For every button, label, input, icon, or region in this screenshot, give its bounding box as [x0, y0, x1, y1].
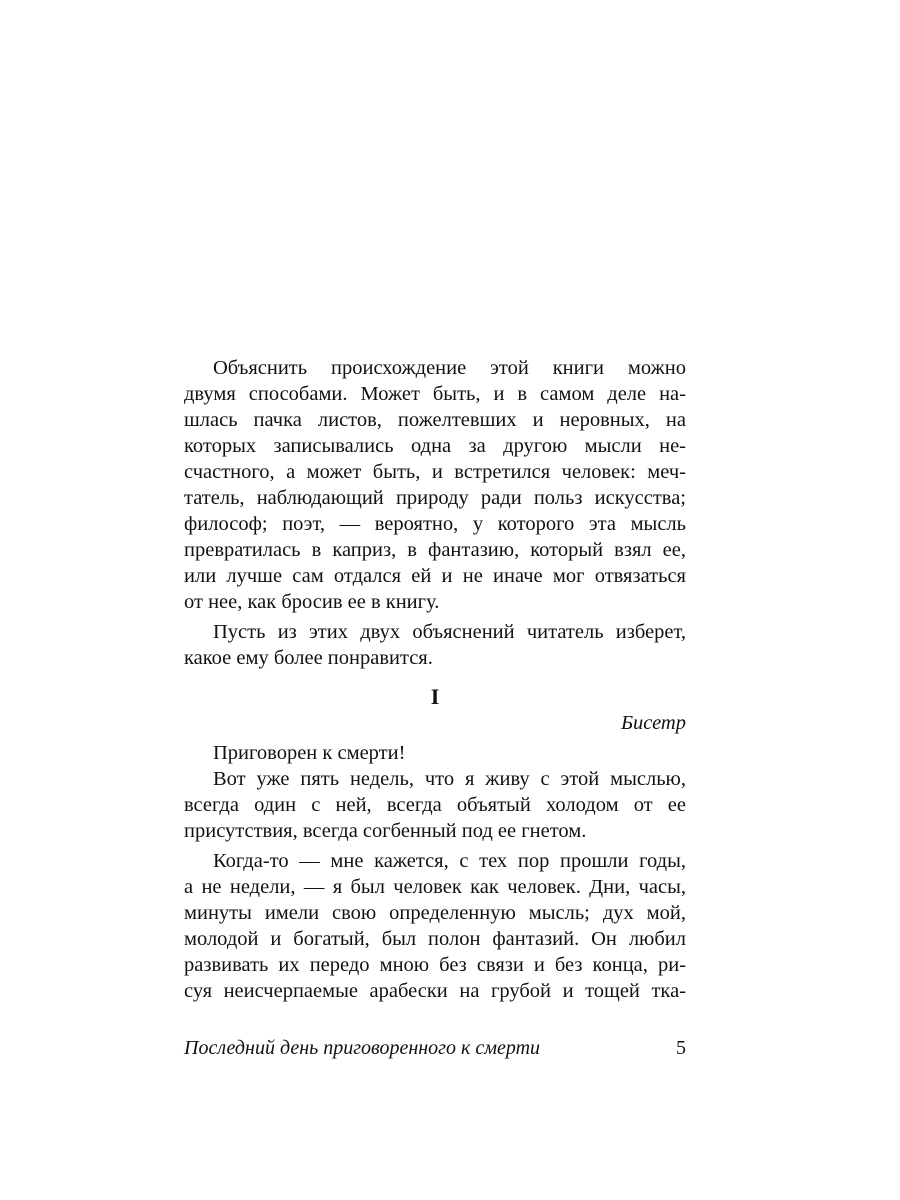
preface-paragraph-1 — [184, 355, 686, 615]
text-line: двумя способами. Может быть, и в самом деле на- — [184, 383, 686, 405]
text-line: Вот уже пять недель, что я живу с этой мыслью, — [213, 768, 686, 790]
preface-text — [184, 355, 686, 671]
text-line: а не недели, — я был человек как человек. Дни, часы, — [184, 876, 686, 898]
text-line: развивать их передо мною без связи и без конца, ри- — [184, 954, 686, 976]
text-line: Пусть из этих двух объяснений читатель изберет, — [213, 621, 686, 643]
text-line: Приговорен к смерти! — [213, 742, 406, 764]
preface-paragraph-2 — [184, 619, 686, 671]
running-title: Последний день приговоренного к смерти — [184, 1037, 541, 1059]
chapter-text — [184, 740, 686, 1004]
text-line: молодой и богатый, был полон фантазий. Он любил — [184, 928, 686, 950]
text-line: Объяснить происхождение этой книги можно — [213, 357, 686, 379]
text-line: всегда один с ней, всегда объятый холодом от ее — [184, 794, 686, 816]
text-line: шлась пачка листов, пожелтевших и неровных, на — [184, 409, 686, 431]
text-line: Когда-то — мне кажется, с тех пор прошли годы, — [213, 850, 686, 872]
text-line: от нее, как бросив ее в книгу. — [184, 591, 440, 613]
chapter-paragraph-2 — [184, 766, 686, 844]
chapter-paragraph-1 — [184, 740, 686, 766]
chapter-number: I — [430, 684, 440, 709]
text-line: философ; поэт, — вероятно, у которого эта мысль — [184, 513, 686, 535]
text-line: суя неисчерпаемые арабески на грубой и тощей тка- — [184, 980, 686, 1002]
text-line: присутствия, всегда согбенный под ее гнетом. — [184, 820, 587, 842]
text-line: какое ему более понравится. — [184, 647, 433, 669]
text-line: счастного, а может быть, и встретился человек: меч- — [184, 461, 686, 483]
text-line: превратилась в каприз, в фантазию, который взял ее, — [184, 539, 686, 561]
text-line: или лучше сам отдался ей и не иначе мог отвязаться — [184, 565, 686, 587]
text-line: татель, наблюдающий природу ради польз искусства; — [184, 487, 686, 509]
page-number: 5 — [676, 1037, 686, 1059]
chapter-paragraph-3 — [184, 848, 686, 1004]
text-line: которых записывались одна за другою мысли не- — [184, 435, 686, 457]
chapter-place: Бисетр — [620, 712, 686, 734]
text-line: минуты имели свою определенную мысль; дух мой, — [184, 902, 686, 924]
